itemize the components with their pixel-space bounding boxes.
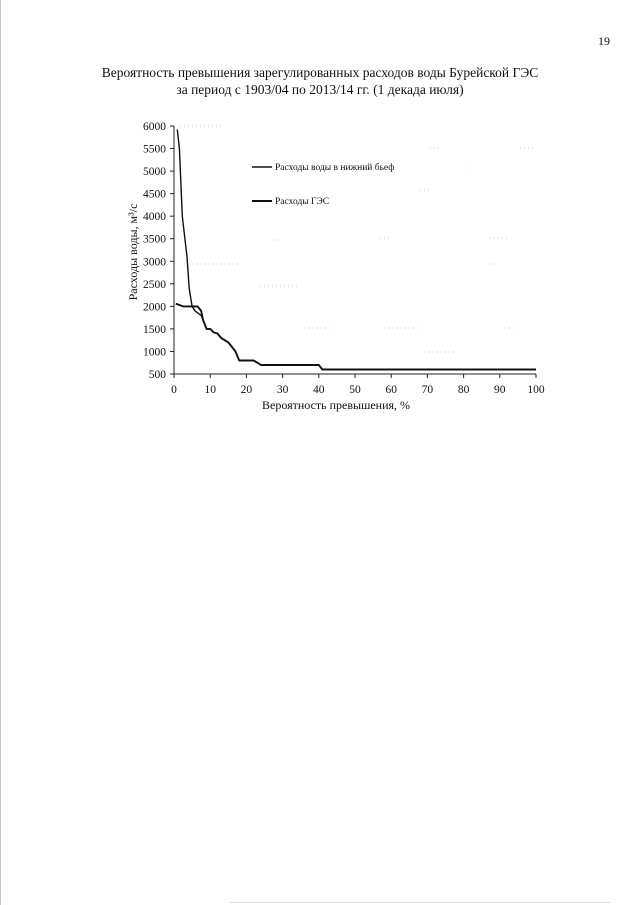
chart-title: Вероятность превышения зарегулированных расходов воды Бурейской ГЭС: [101, 65, 539, 80]
x-tick-label: 80: [457, 384, 470, 396]
x-axis-label: Вероятность превышения, %: [261, 398, 411, 412]
y-tick-label: 4500: [143, 188, 166, 201]
y-tick-label: 2500: [143, 278, 166, 291]
y-tick-label: 500: [148, 369, 166, 381]
x-tick-label: 40: [313, 384, 325, 396]
x-tick-label: 20: [240, 384, 253, 396]
x-tick-label: 30: [276, 384, 289, 396]
legend-label-1: Расходы воды в нижний бьеф: [275, 163, 395, 173]
x-tick-label: 10: [204, 384, 216, 396]
y-tick-label: 3000: [143, 256, 166, 269]
x-tick-label: 100: [527, 384, 545, 396]
series-line-2: [176, 304, 536, 370]
x-tick-label: 0: [171, 384, 177, 396]
y-tick-label: 4000: [143, 211, 166, 224]
y-tick-label: 5500: [143, 143, 166, 156]
x-tick-label: 50: [349, 384, 361, 396]
y-tick-label: 3500: [143, 233, 166, 246]
y-axis-label: Расходы воды, м³/с: [126, 203, 140, 301]
page-number: 19: [598, 34, 610, 48]
y-tick-label: 1000: [143, 346, 166, 359]
y-tick-label: 5000: [143, 166, 166, 179]
y-tick-label: 2000: [143, 301, 166, 314]
x-tick-label: 60: [385, 384, 397, 396]
y-tick-label: 6000: [143, 121, 166, 133]
chart-subtitle: за период с 1903/04 по 2013/14 гг. (1 декада июля): [176, 82, 464, 97]
x-tick-label: 90: [494, 384, 506, 396]
legend-label-2: Расходы ГЭС: [275, 197, 330, 207]
x-tick-label: 70: [421, 384, 434, 396]
y-tick-label: 1500: [143, 323, 166, 336]
